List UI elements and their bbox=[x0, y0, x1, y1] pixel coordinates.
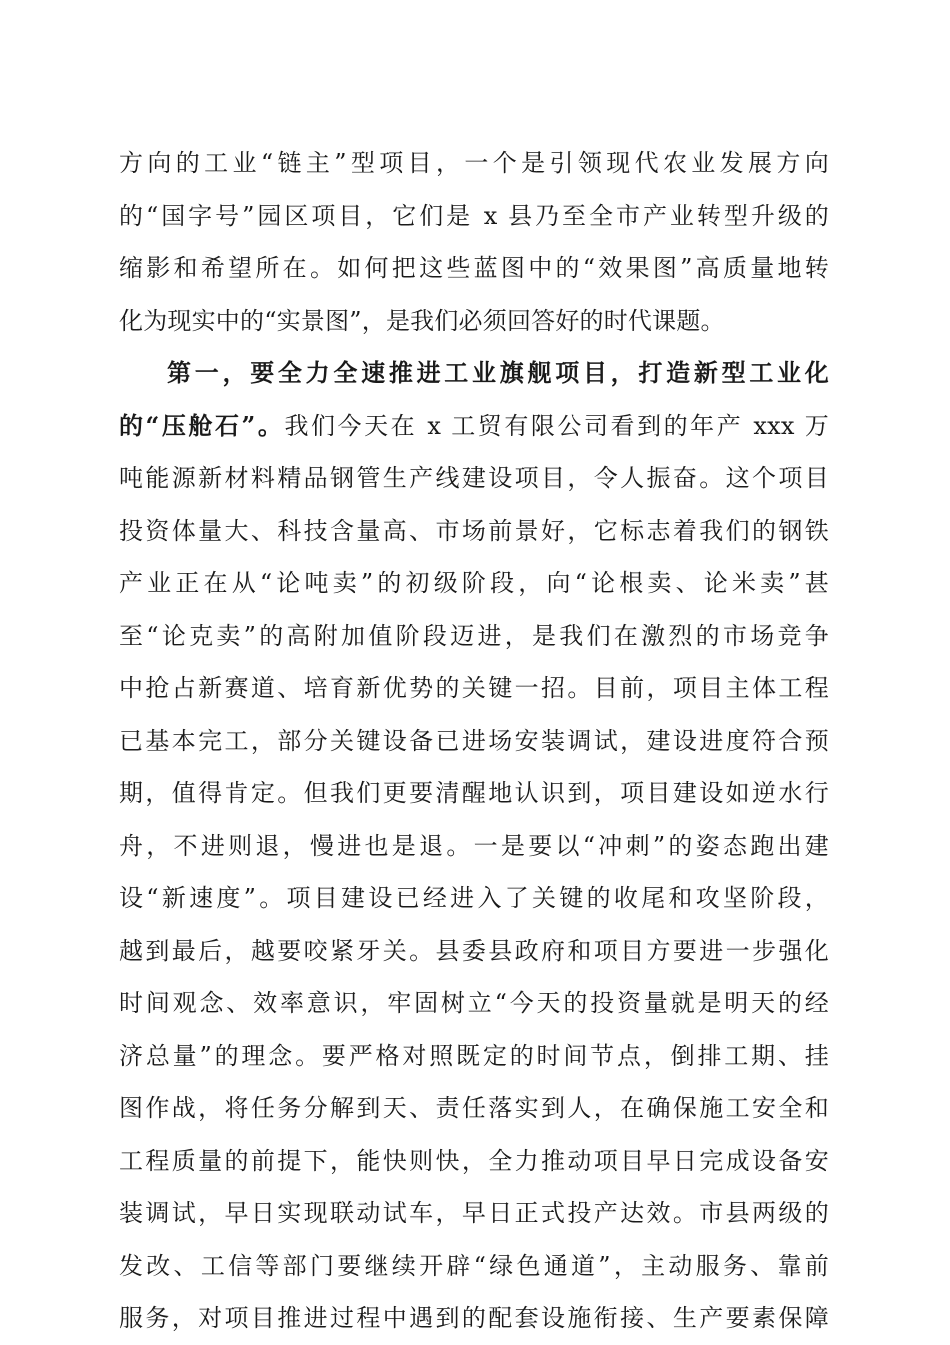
paragraph2-line-15: 图作战，将任务分解到天、责任落实到人，在确保施工安全和 bbox=[119, 1094, 829, 1122]
paragraph2-heading-line-2: 的“压舱石”。 bbox=[119, 410, 285, 440]
paragraph2-line-17: 装调试，早日实现联动试车，早日正式投产达效。市县两级的 bbox=[119, 1199, 829, 1227]
paragraph2-line-5: 产业正在从“论吨卖”的初级阶段，向“论根卖、论米卖”甚 bbox=[119, 569, 829, 597]
body-text bbox=[119, 137, 829, 1345]
paragraph2-line-2 bbox=[119, 400, 829, 453]
paragraph1-line-1: 方向的工业“链主”型项目，一个是引领现代农业发展方向 bbox=[119, 149, 829, 177]
paragraph2-line-12: 越到最后，越要咬紧牙关。县委县政府和项目方要进一步强化 bbox=[119, 936, 829, 965]
paragraph1-line-2: 的“国字号”园区项目，它们是 x 县乃至全市产业转型升级的 bbox=[119, 201, 829, 230]
paragraph2-line-11: 设“新速度”。项目建设已经进入了关键的收尾和攻坚阶段， bbox=[119, 884, 829, 912]
paragraph2-heading-line-1: 第一，要全力全速推进工业旗舰项目，打造新型工业化 bbox=[167, 358, 829, 387]
paragraph2-line-16: 工程质量的前提下，能快则快，全力推动项目早日完成设备安 bbox=[119, 1146, 829, 1175]
paragraph1-line-4: 化为现实中的“实景图”，是我们必须回答好的时代课题。 bbox=[119, 306, 725, 335]
paragraph1-line-3: 缩影和希望所在。如何把这些蓝图中的“效果图”高质量地转 bbox=[119, 254, 829, 282]
paragraph2-line-10: 舟，不进则退，慢进也是退。一是要以“冲刺”的姿态跑出建 bbox=[119, 831, 829, 860]
paragraph2-line-19: 服务，对项目推进过程中遇到的配套设施衔接、生产要素保障 bbox=[119, 1304, 829, 1332]
paragraph2-line-6: 至“论克卖”的高附加值阶段迈进，是我们在激烈的市场竞争 bbox=[119, 621, 829, 650]
paragraph2-line-18: 发改、工信等部门要继续开辟“绿色通道”，主动服务、靠前 bbox=[119, 1251, 829, 1280]
paragraph2-line-14: 济总量”的理念。要严格对照既定的时间节点，倒排工期、挂 bbox=[119, 1041, 829, 1070]
paragraph2-line-7: 中抢占新赛道、培育新优势的关键一招。目前，项目主体工程 bbox=[119, 674, 829, 702]
paragraph2-line-2-rest: 我们今天在 x 工贸有限公司看到的年产 xxx 万 bbox=[284, 411, 830, 440]
paragraph2-line-9: 期，值得肯定。但我们更要清醒地认识到，项目建设如逆水行 bbox=[119, 779, 829, 807]
paragraph2-line-3: 吨能源新材料精品钢管生产线建设项目，令人振奋。这个项目 bbox=[119, 464, 829, 492]
paragraph2-line-13: 时间观念、效率意识，牢固树立“今天的投资量就是明天的经 bbox=[119, 989, 829, 1017]
paragraph2-line-8: 已基本完工，部分关键设备已进场安装调试，建设进度符合预 bbox=[119, 726, 829, 755]
paragraph2-line-4: 投资体量大、科技含量高、市场前景好，它标志着我们的钢铁 bbox=[119, 516, 829, 545]
